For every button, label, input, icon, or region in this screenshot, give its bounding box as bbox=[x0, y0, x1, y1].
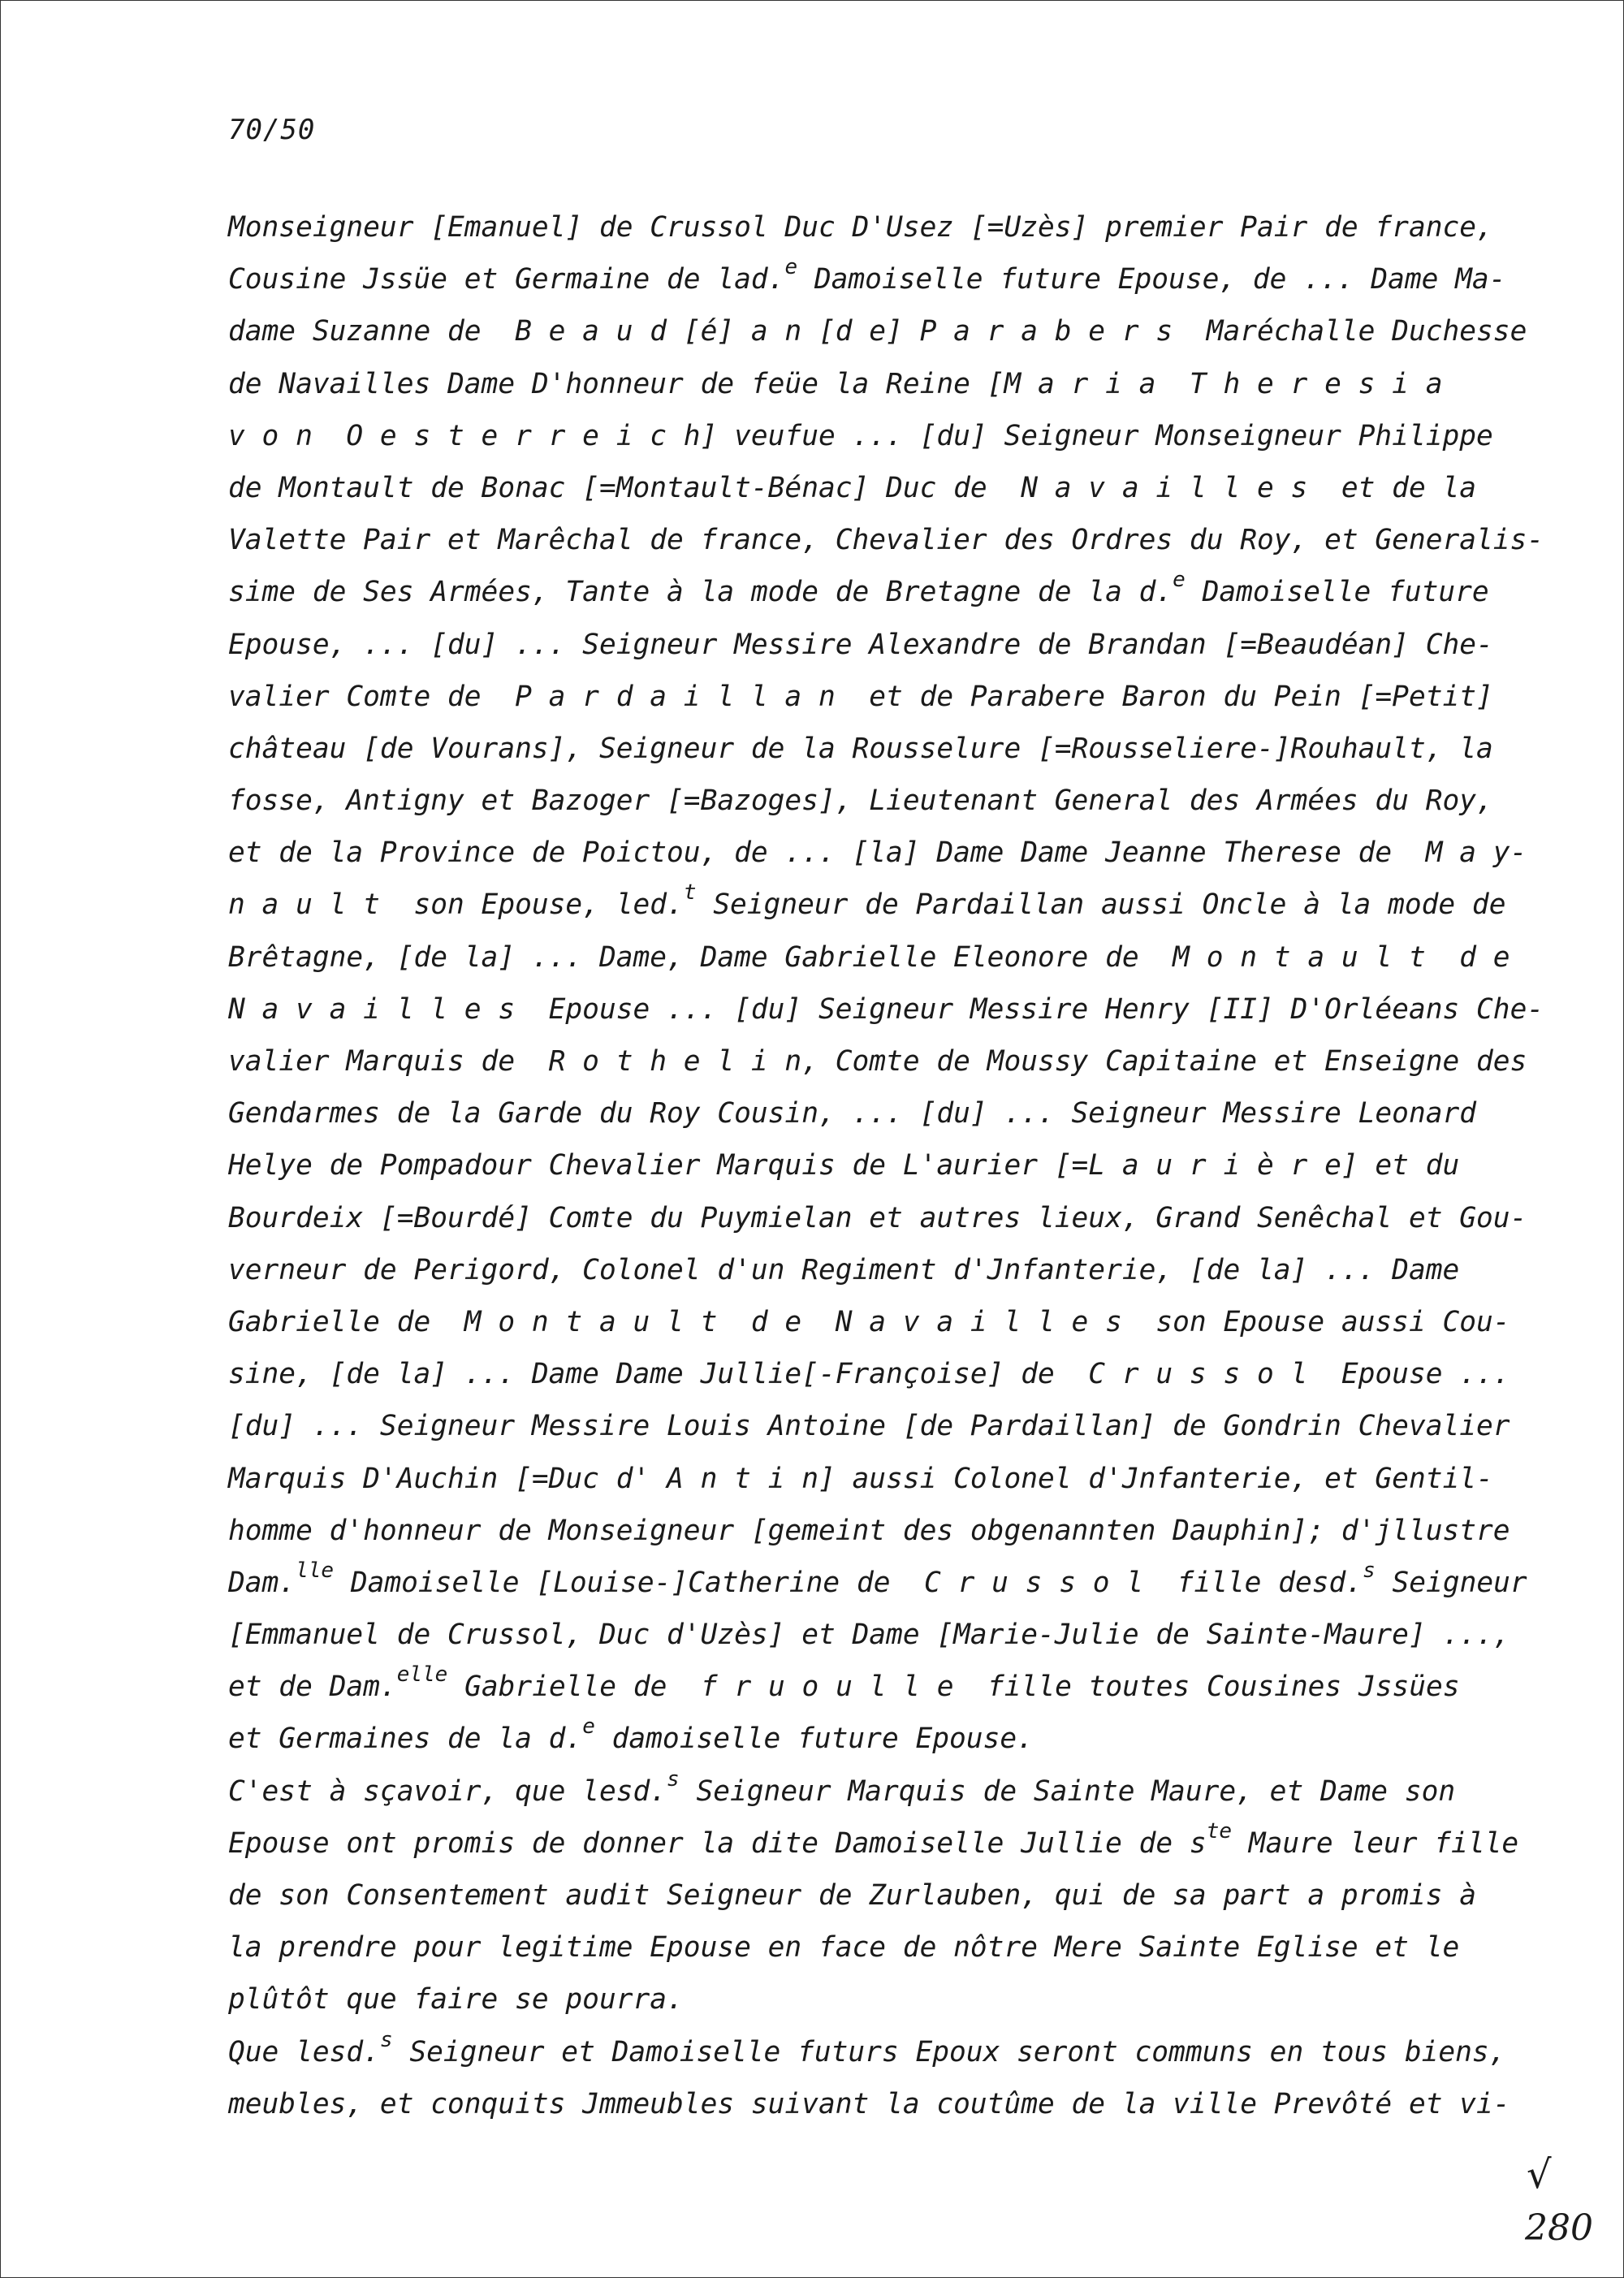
line-text: sime de Ses Armées, Tante à la mode de Bretagne de la d. bbox=[228, 576, 1173, 609]
line-text: Damoiselle [Louise-]Catherine de C r u s s o l fille desd. bbox=[334, 1566, 1363, 1599]
line-text: valier Comte de P a r d a i l l a n et de Parabere Baron du Pein [=Petit] bbox=[228, 680, 1493, 713]
line-text: Damoiselle future Epouse, de ... Dame Ma- bbox=[797, 263, 1506, 296]
superscript: e bbox=[784, 255, 798, 280]
handwritten-page-number: 280 bbox=[1525, 2207, 1593, 2249]
superscript: t bbox=[683, 880, 697, 906]
line-text: Seigneur bbox=[1375, 1566, 1527, 1599]
text-line bbox=[228, 1870, 1527, 1921]
line-text: Dam. bbox=[228, 1566, 296, 1599]
line-text: Valette Pair et Marêchal de france, Chevalier des Ordres du Roy, et Generalis- bbox=[228, 524, 1544, 557]
line-text: sine, [de la] ... Dame Dame Jullie[-Françoise] de C r u s s o l Epouse ... bbox=[228, 1358, 1510, 1391]
superscript: s bbox=[379, 2027, 393, 2052]
text-line bbox=[228, 1400, 1527, 1452]
line-text: Epouse, ... [du] ... Seigneur Messire Alexandre de Brandan [=Beaudéan] Che- bbox=[228, 628, 1493, 661]
line-text: dame Suzanne de B e a u d [é] a n [d e] P a r a b e r s Maréchalle Duchesse bbox=[228, 315, 1527, 348]
text-line bbox=[228, 1296, 1527, 1348]
superscript: e bbox=[1173, 568, 1186, 593]
line-text: Monseigneur [Emanuel] de Crussol Duc D'Usez [=Uzès] premier Pair de france, bbox=[228, 211, 1493, 244]
line-text: damoiselle future Epouse. bbox=[594, 1723, 1034, 1756]
line-text: et Germaines de la d. bbox=[228, 1723, 583, 1756]
text-line bbox=[228, 1818, 1527, 1870]
text-line bbox=[228, 358, 1527, 410]
line-text: fosse, Antigny et Bazoger [=Bazoges], Lieutenant General des Armées du Roy, bbox=[228, 785, 1493, 818]
superscript: s bbox=[667, 1766, 680, 1792]
folio-number: 70/50 bbox=[228, 114, 316, 146]
text-line bbox=[228, 619, 1527, 671]
line-text: Damoiselle future bbox=[1185, 576, 1489, 609]
text-line bbox=[228, 1348, 1527, 1400]
text-line bbox=[228, 1505, 1527, 1557]
superscript: lle bbox=[296, 1558, 335, 1583]
line-text: de Navailles Dame D'honneur de feüe la Reine [M a r i a T h e r e s i a bbox=[228, 367, 1443, 400]
line-text: de Montault de Bonac [=Montault-Bénac] Duc de N a v a i l l e s et de la bbox=[228, 471, 1477, 504]
line-text: château [de Vourans], Seigneur de la Rousselure [=Rousseliere-]Rouhault, la bbox=[228, 732, 1493, 765]
text-line bbox=[228, 2026, 1527, 2078]
line-text: Marquis D'Auchin [=Duc d' A n t i n] aussi Colonel d'Jnfanterie, et Gentil- bbox=[228, 1462, 1493, 1495]
line-text: meubles, et conquits Jmmeubles suivant la coutûme de la ville Prevôté et vi- bbox=[228, 2087, 1510, 2120]
text-line bbox=[228, 723, 1527, 775]
document-body bbox=[228, 201, 1544, 2130]
text-line bbox=[228, 1766, 1527, 1818]
line-text: [du] ... Seigneur Messire Louis Antoine [de Pardaillan] de Gondrin Chevalier bbox=[228, 1410, 1510, 1443]
text-line bbox=[228, 514, 1544, 566]
line-text: valier Marquis de R o t h e l i n, Comte de Moussy Capitaine et Enseigne des bbox=[228, 1045, 1527, 1078]
line-text: de son Consentement audit Seigneur de Zurlauben, qui de sa part a promis à bbox=[228, 1879, 1477, 1912]
text-line bbox=[228, 1609, 1527, 1661]
line-text: v o n O e s t e r r e i c h] veufue ... [du] Seigneur Monseigneur Philippe bbox=[228, 419, 1493, 452]
line-text: n a u l t son Epouse, led. bbox=[228, 888, 684, 922]
text-line bbox=[228, 827, 1527, 879]
line-text: N a v a i l l e s Epouse ... [du] Seigneur Messire Henry [II] D'Orléeans Che- bbox=[228, 992, 1544, 1026]
text-line bbox=[228, 1453, 1527, 1505]
line-text: et de la Province de Poictou, de ... [la] Dame Dame Jeanne Therese de M a y- bbox=[228, 836, 1527, 870]
line-text: Seigneur et Damoiselle futurs Epoux seront communs en tous biens, bbox=[392, 2035, 1506, 2068]
line-text: Gabrielle de f r u o u l l e fille toutes Cousines Jssües bbox=[447, 1671, 1460, 1704]
text-line bbox=[228, 253, 1527, 305]
line-text: la prendre pour legitime Epouse en face de nôtre Mere Sainte Eglise et le bbox=[228, 1931, 1460, 1965]
line-text: verneur de Perigord, Colonel d'un Regiment d'Jnfanterie, [de la] ... Dame bbox=[228, 1253, 1460, 1286]
text-line bbox=[228, 410, 1527, 462]
superscript: te bbox=[1206, 1818, 1233, 1844]
superscript: e bbox=[582, 1714, 595, 1740]
text-line bbox=[228, 1921, 1527, 1973]
text-line bbox=[228, 1973, 1527, 2025]
text-line bbox=[228, 775, 1527, 827]
text-line bbox=[228, 462, 1527, 514]
text-line bbox=[228, 1661, 1527, 1713]
superscript: s bbox=[1363, 1558, 1376, 1583]
line-text: C'est à sçavoir, que lesd. bbox=[228, 1774, 667, 1808]
text-line bbox=[228, 566, 1527, 618]
text-line bbox=[228, 1139, 1527, 1191]
line-text: Bourdeix [=Bourdé] Comte du Puymielan et autres lieux, Grand Senêchal et Gou- bbox=[228, 1201, 1527, 1234]
line-text: Seigneur Marquis de Sainte Maure, et Dame son bbox=[679, 1774, 1456, 1808]
line-text: Que lesd. bbox=[228, 2035, 380, 2068]
text-line bbox=[228, 1557, 1527, 1609]
line-text: Gabrielle de M o n t a u l t d e N a v a i l l e s son Epouse aussi Cou- bbox=[228, 1305, 1510, 1338]
text-line bbox=[228, 932, 1527, 983]
superscript: elle bbox=[396, 1662, 448, 1688]
text-line bbox=[228, 671, 1527, 723]
text-line bbox=[228, 1192, 1527, 1244]
line-text: [Emmanuel de Crussol, Duc d'Uzès] et Dame [Marie-Julie de Sainte-Maure] ..., bbox=[228, 1619, 1510, 1652]
line-text: Gendarmes de la Garde du Roy Cousin, ... [du] ... Seigneur Messire Leonard bbox=[228, 1097, 1477, 1130]
text-line bbox=[228, 983, 1544, 1035]
text-line bbox=[228, 1035, 1527, 1087]
text-line bbox=[228, 305, 1527, 357]
text-line bbox=[228, 201, 1527, 253]
line-text: Brêtagne, [de la] ... Dame, Dame Gabrielle Eleonore de M o n t a u l t d e bbox=[228, 940, 1510, 974]
line-text: Maure leur fille bbox=[1232, 1826, 1519, 1860]
text-line bbox=[228, 1087, 1527, 1139]
text-line bbox=[228, 1713, 1527, 1765]
line-text: et de Dam. bbox=[228, 1671, 397, 1704]
line-text: Seigneur de Pardaillan aussi Oncle à la mode de bbox=[696, 888, 1506, 922]
check-mark: √ bbox=[1527, 2152, 1552, 2198]
line-text: Helye de Pompadour Chevalier Marquis de L'aurier [=L a u r i è r e] et du bbox=[228, 1149, 1460, 1182]
line-text: Epouse ont promis de donner la dite Damoiselle Jullie de s bbox=[228, 1826, 1207, 1860]
line-text: homme d'honneur de Monseigneur [gemeint des obgenannten Dauphin]; d'jllustre bbox=[228, 1514, 1510, 1547]
text-line bbox=[228, 1244, 1527, 1296]
line-text: plûtôt que faire se pourra. bbox=[228, 1983, 684, 2016]
text-line bbox=[228, 2078, 1527, 2130]
line-text: Cousine Jssüe et Germaine de lad. bbox=[228, 263, 785, 296]
text-line bbox=[228, 879, 1527, 931]
